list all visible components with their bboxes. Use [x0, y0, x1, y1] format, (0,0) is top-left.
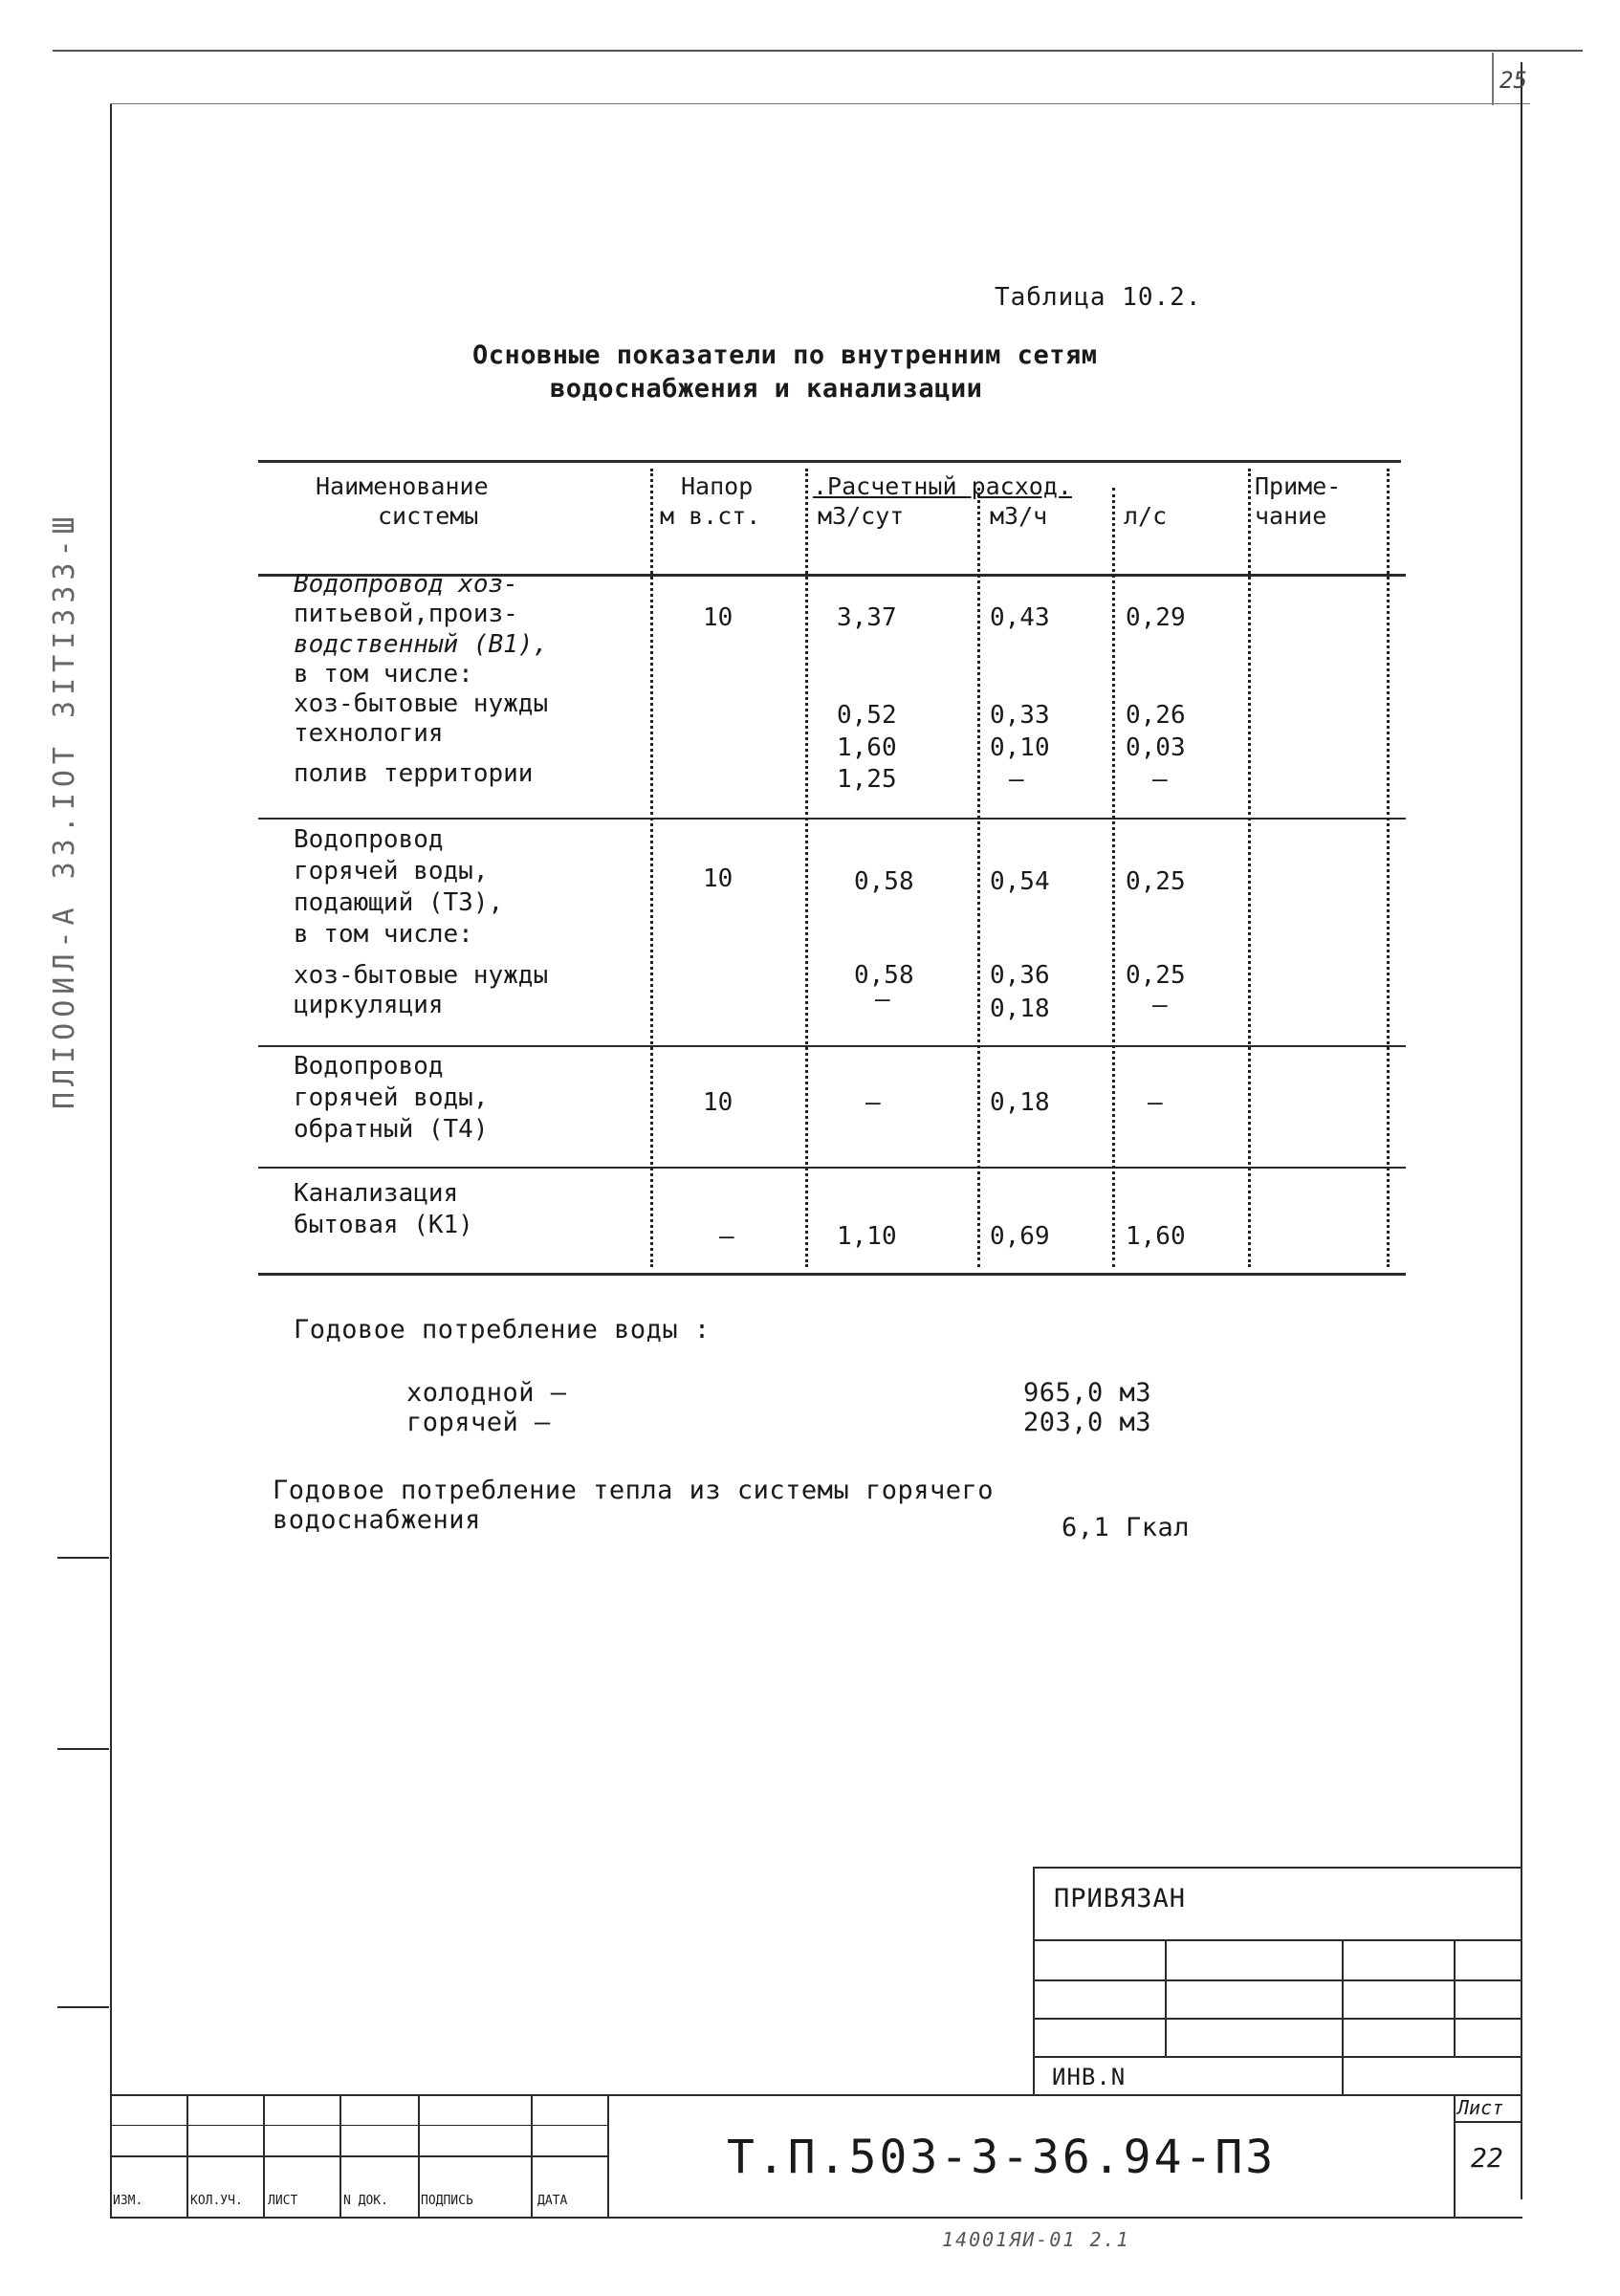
stamp-line [110, 2125, 607, 2126]
footer-note: 14001ЯИ-01 2.1 [942, 2228, 1130, 2251]
header-note-1: Приме- [1255, 472, 1342, 500]
table-title-line2: водоснабжения и канализации [550, 374, 983, 404]
table-row-ls: 0,25 [1126, 867, 1186, 896]
stamp-line [186, 2094, 188, 2217]
margin-stamp: ПЛІООИЛ-А ЗЗ.ІОТ ЗІТІЗЗЗ-Ш [48, 511, 81, 1109]
stamp-line [1033, 2056, 1521, 2058]
table-row-m3d: 0,58 [854, 961, 914, 990]
table-row-m3d: – [875, 985, 890, 1014]
stamp-line [1033, 1979, 1521, 1981]
table-row-name: циркуляция [294, 991, 444, 1019]
margin-tick [57, 1748, 109, 1750]
sheet-label: Лист [1457, 2096, 1504, 2119]
hot-water-label: горячей – [406, 1408, 551, 1437]
col-sep-head [650, 469, 653, 1267]
col-label-signature: ПОДПИСЬ [421, 2194, 473, 2208]
cold-water-label: холодной – [406, 1378, 567, 1408]
stamp-line [1033, 1867, 1035, 2094]
table-row-name: Канализация [294, 1179, 459, 1208]
table-row-name: полив территории [294, 759, 534, 788]
water-consumption-heading: Годовое потребление воды : [294, 1315, 711, 1345]
table-row-m3h: 0,36 [990, 961, 1050, 990]
table-title-line1: Основные показатели по внутренним сетям [472, 340, 1098, 370]
stamp-line [110, 2217, 1522, 2219]
table-row-name: хоз-бытовые нужды [294, 961, 549, 990]
table-row-ls: – [1152, 765, 1168, 794]
table-row-name: технология [294, 719, 444, 748]
table-row-name: в том числе: [294, 920, 473, 949]
table-row-m3d: 1,60 [837, 733, 897, 762]
col-label-doc: N ДОК. [343, 2194, 388, 2208]
table-row-m3h: 0,18 [990, 995, 1050, 1023]
stamp-line [531, 2094, 533, 2217]
inventory-number-label: ИНВ.N [1052, 2064, 1127, 2090]
table-row-name: бытовая (К1) [294, 1211, 473, 1239]
col-label-sheet: ЛИСТ [268, 2194, 298, 2208]
section-rule [258, 818, 1406, 820]
table-row-name: Водопровод [294, 1052, 444, 1081]
col-sep-m3h [977, 488, 980, 1267]
header-m3-hour: м3/ч [990, 502, 1048, 530]
left-frame-line [110, 103, 112, 2217]
sheet-marker: 25 [1500, 67, 1527, 94]
corner-box-left [1492, 53, 1494, 105]
header-flow-group: .Расчетный расход. [813, 472, 1072, 500]
heat-consumption-line2: водоснабжения [273, 1505, 481, 1535]
table-row-name: обратный (Т4) [294, 1115, 489, 1144]
stamp-line [607, 2094, 609, 2217]
header-note-2: чание [1255, 502, 1327, 530]
hot-water-value: 203,0 м3 [1023, 1408, 1152, 1437]
table-row-head: 10 [703, 603, 733, 632]
stamp-line [1454, 2121, 1522, 2123]
col-sep-note [1248, 469, 1251, 1267]
table-row-ls: 0,26 [1126, 701, 1186, 730]
header-l-sec: л/с [1124, 502, 1168, 530]
table-row-m3h: 0,18 [990, 1088, 1050, 1117]
top-border-line [53, 50, 1583, 52]
header-name-2: системы [378, 502, 479, 530]
stamp-line [110, 2094, 1522, 2096]
table-caption: Таблица 10.2. [995, 283, 1202, 312]
table-row-name: Водопровод [294, 825, 444, 854]
stamp-line [110, 2155, 607, 2157]
stamp-line [1033, 1939, 1521, 1941]
col-sep-flow [805, 469, 808, 1267]
table-row-m3d: 1,10 [837, 1222, 897, 1251]
table-bottom-rule [258, 1273, 1406, 1276]
stamp-line [263, 2094, 265, 2217]
stamp-line [1165, 1939, 1167, 2056]
stamp-line [1342, 1939, 1344, 2094]
header-head-1: Напор [681, 472, 754, 500]
sheet-number: 22 [1471, 2142, 1503, 2174]
table-row-m3d: 1,25 [837, 765, 897, 794]
table-row-m3h: 0,54 [990, 867, 1050, 896]
table-row-head: – [719, 1222, 734, 1251]
col-label-qty: КОЛ.УЧ. [190, 2194, 243, 2208]
table-top-rule [258, 460, 1401, 463]
table-row-ls: 0,03 [1126, 733, 1186, 762]
table-row-m3h: 0,10 [990, 733, 1050, 762]
table-row-name: в том числе: [294, 660, 473, 689]
table-row-name: Водопровод хоз- [294, 570, 518, 599]
table-row-name: водственный (В1), [294, 630, 549, 659]
table-row-ls: 1,60 [1126, 1222, 1186, 1251]
right-frame-line [1521, 62, 1522, 2199]
attached-label: ПРИВЯЗАН [1054, 1884, 1187, 1913]
table-row-head: 10 [703, 864, 733, 893]
table-row-name: хоз-бытовые нужды [294, 689, 549, 718]
table-row-m3h: 0,33 [990, 701, 1050, 730]
table-row-m3h: – [1009, 765, 1024, 794]
header-head-2: м в.ст. [660, 502, 761, 530]
table-row-m3h: 0,69 [990, 1222, 1050, 1251]
table-row-name: подающий (Т3), [294, 888, 504, 917]
table-row-m3d: 0,52 [837, 701, 897, 730]
section-rule [258, 1167, 1406, 1169]
stamp-line [1454, 2094, 1456, 2217]
section-rule [258, 1045, 1406, 1047]
table-row-ls: 0,29 [1126, 603, 1186, 632]
col-sep-ls [1112, 488, 1115, 1267]
document-code: Т.П.503-3-36.94-ПЗ [727, 2131, 1277, 2184]
heat-consumption-line1: Годовое потребление тепла из системы горячего [273, 1476, 994, 1505]
col-label-change: ИЗМ. [113, 2194, 143, 2208]
inner-top-line [110, 103, 1530, 104]
margin-tick [57, 2006, 109, 2008]
col-label-date: ДАТА [537, 2194, 568, 2208]
header-m3-day: м3/сут [818, 502, 905, 530]
cold-water-value: 965,0 м3 [1023, 1378, 1152, 1408]
table-row-ls: 0,25 [1126, 961, 1186, 990]
stamp-line [339, 2094, 341, 2217]
table-row-m3d: 3,37 [837, 603, 897, 632]
stamp-line [418, 2094, 420, 2217]
table-row-name: питьевой,произ- [294, 600, 518, 628]
table-row-m3d: 0,58 [854, 867, 914, 896]
table-row-m3h: 0,43 [990, 603, 1050, 632]
table-row-name: горячей воды, [294, 857, 489, 886]
table-row-name: горячей воды, [294, 1083, 489, 1112]
stamp-line [1033, 2018, 1521, 2020]
heat-consumption-value: 6,1 Гкал [1062, 1513, 1191, 1542]
stamp-line [1454, 1939, 1456, 2056]
col-sep-right [1387, 469, 1390, 1267]
stamp-line [1033, 1867, 1521, 1869]
table-row-head: 10 [703, 1088, 733, 1117]
table-row-ls: – [1148, 1088, 1163, 1117]
margin-tick [57, 1557, 109, 1559]
table-row-m3d: – [865, 1088, 881, 1117]
header-name-1: Наименование [316, 472, 489, 500]
table-row-ls: – [1152, 991, 1168, 1019]
